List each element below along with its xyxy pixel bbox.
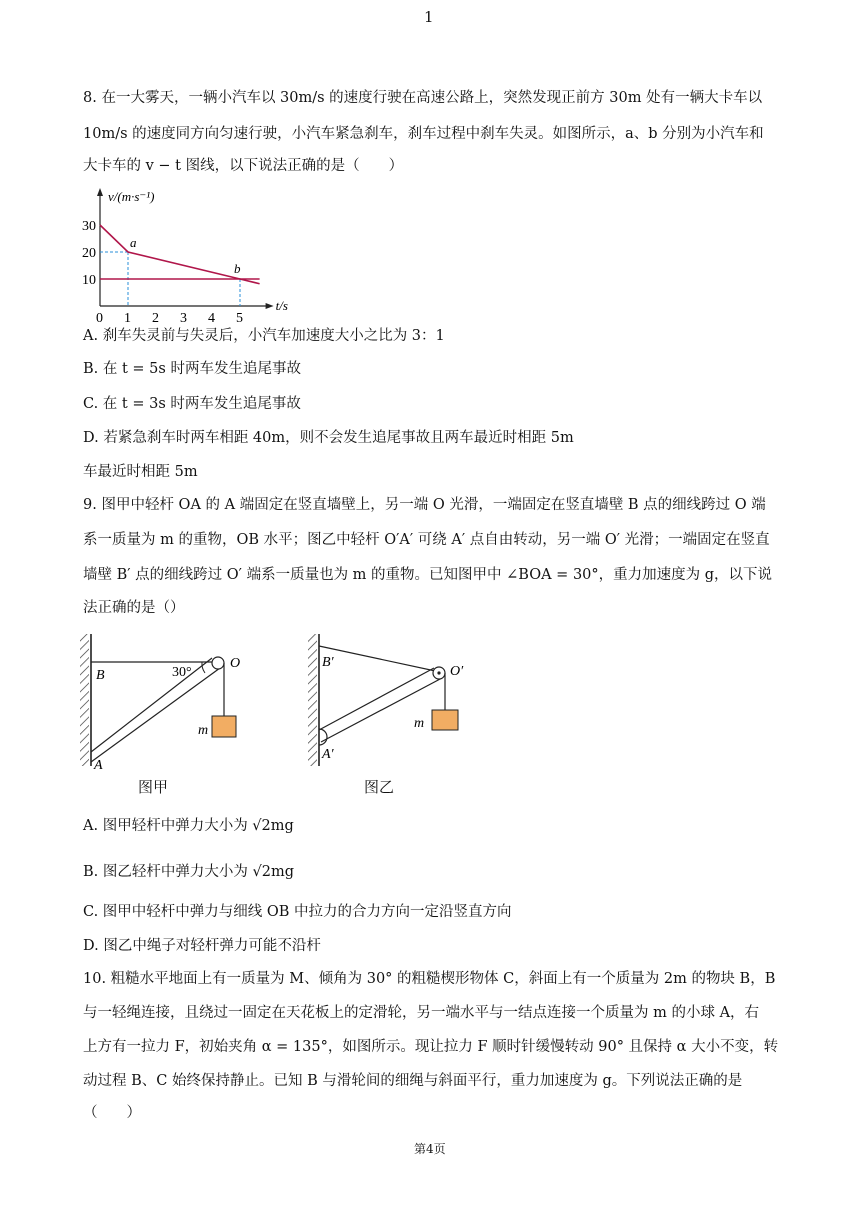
q8-line-2: 10m/s 的速度同方向匀速行驶，小汽车紧急刹车，刹车过程中刹车失灵。如图所示，a、b 分别为小汽车和: [83, 126, 764, 142]
q10-line-1: 10. 粗糙水平地面上有一质量为 M、倾角为 30° 的粗糙楔形物体 C，斜面上有一个质量为 2m 的物块 B，B: [83, 971, 776, 987]
y-tick-label-10: 10: [82, 273, 96, 288]
page-footer: 第4页: [414, 1142, 446, 1156]
label-a: A: [94, 758, 103, 773]
q10-line-2: 与一轻绳连接，且绕过一固定在天花板上的定滑轮，另一端水平与一结点连接一个质量为 m 的小球 A，右: [83, 1005, 760, 1021]
y-tick-label-20: 20: [82, 246, 96, 261]
q9-line-2: 系一质量为 m 的重物，OB 水平；图乙中轻杆 O′A′ 可绕 A′ 点自由转动，另一端 O′ 光滑；一端固定在竖直: [83, 532, 770, 548]
q10-line-3: 上方有一拉力 F，初始夹角 α = 135°，如图所示。现让拉力 F 顺时针缓慢转动 90° 且保持 α 大小不变，转: [83, 1039, 779, 1055]
q9-option-c: C. 图甲中轻杆中弹力与细线 OB 中拉力的合力方向一定沿竖直方向: [83, 904, 512, 920]
q8-line-1: 8. 在一大雾天，一辆小汽车以 30m/s 的速度行驶在高速公路上，突然发现正前方 30m 处有一辆大卡车以: [83, 90, 763, 106]
x-tick-label-1: 1: [124, 311, 131, 326]
label-m: m: [414, 716, 425, 731]
x-tick-label-3: 3: [180, 311, 187, 326]
q9-line-4: 法正确的是（）: [83, 600, 185, 616]
figure-yi: [300, 632, 480, 772]
label-o: O′: [450, 664, 464, 679]
mass-block: [432, 710, 458, 730]
page-number-top: 1: [424, 8, 434, 26]
hinge-a: [319, 729, 327, 745]
q8-extra-line: 车最近时相距 5m: [83, 464, 198, 480]
q10-line-5: （ ）: [83, 1105, 141, 1121]
q8-option-a: A. 刹车失灵前与失灵后，小汽车加速度大小之比为 3：1: [83, 328, 445, 344]
x-tick-label-2: 2: [152, 311, 159, 326]
q8-option-d: D. 若紧急刹车时两车相距 40m，则不会发生追尾事故且两车最近时相距 5m: [83, 430, 574, 446]
label-m: m: [198, 723, 209, 738]
label-o: O: [230, 656, 241, 671]
caption-jia: 图甲: [138, 778, 169, 796]
vt-chart: [80, 188, 290, 326]
x-tick-label-0: 0: [96, 311, 103, 326]
wall-hatch: [80, 634, 89, 766]
rod-oa-edge-2: [91, 668, 220, 762]
q9-line-3: 墙壁 B′ 点的细线跨过 O′ 端系一质量也为 m 的重物。已知图甲中 ∠BOA = 30°，重力加速度为 g，以下说: [83, 567, 773, 583]
x-tick-label-4: 4: [208, 311, 215, 326]
q10-line-4: 动过程 B、C 始终保持静止。已知 B 与滑轮间的细绳与斜面平行，重力加速度为 g。下列说法正确的是: [83, 1073, 743, 1089]
label-angle: 30°: [172, 665, 192, 680]
rod-oa-edge-1: [91, 658, 212, 752]
rod-oa-edge-2: [321, 678, 442, 742]
q8-line-3: 大卡车的 v − t 图线，以下说法正确的是（ ）: [83, 158, 404, 174]
y-tick-label-30: 30: [82, 219, 96, 234]
pulley-axle: [437, 671, 440, 674]
mass-block: [212, 716, 236, 737]
x-tick-label-5: 5: [236, 311, 243, 326]
series-label-b: b: [234, 261, 241, 276]
pulley-o: [212, 657, 224, 669]
wall-hatch: [308, 634, 317, 766]
q9-option-b: B. 图乙轻杆中弹力大小为 √2mg: [83, 864, 294, 880]
q8-option-b: B. 在 t = 5s 时两车发生追尾事故: [83, 361, 301, 377]
q8-option-c: C. 在 t = 3s 时两车发生追尾事故: [83, 396, 301, 412]
figure-jia: [80, 632, 260, 772]
label-a: A′: [322, 747, 334, 762]
label-b: B′: [322, 655, 334, 670]
y-axis-arrow: [97, 188, 103, 196]
caption-yi: 图乙: [364, 778, 395, 796]
x-axis-label: t/s: [275, 298, 288, 313]
q9-line-1: 9. 图甲中轻杆 OA 的 A 端固定在竖直墙壁上，另一端 O 光滑，一端固定在竖直墙壁 B 点的细线跨过 O 端: [83, 497, 766, 513]
q9-option-a: A. 图甲轻杆中弹力大小为 √2mg: [83, 818, 294, 834]
x-axis-arrow: [266, 303, 274, 309]
label-b: B: [96, 668, 105, 683]
series-label-a: a: [130, 235, 137, 250]
string-ob: [319, 646, 440, 672]
y-axis-label: v/(m·s⁻¹): [108, 189, 155, 204]
q9-option-d: D. 图乙中绳子对轻杆弹力可能不沿杆: [83, 938, 321, 954]
